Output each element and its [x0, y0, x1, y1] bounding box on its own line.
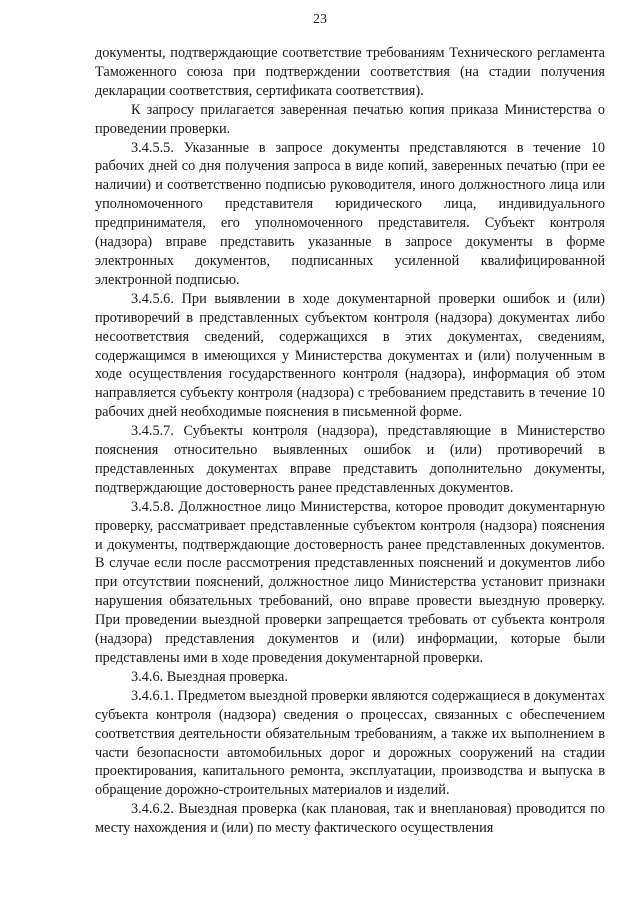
paragraph-3-4-5-8: 3.4.5.8. Должностное лицо Министерства, которое проводит документарную проверку, рассматривает представленные субъектом контроля (надзора) пояснения и документы, подтверждающие достоверность ранее представленных документов. В случае если после рассмотрения представленных пояснений и документов либо при отсутствии пояснений, должностное лицо Министерства установит признаки нарушения обязательных требований, оно вправе провести выездную проверку. При проведении выездной проверки запрещается требовать от субъекта контроля (надзора) представления документов и (или) информации, которые были представлены ими в ходе проведения документарной проверки.: [95, 498, 605, 666]
paragraph-3-4-6-2: 3.4.6.2. Выездная проверка (как плановая, так и внеплановая) проводится по месту нахождения и (или) по месту фактического осуществления: [95, 801, 605, 837]
page-number: 23: [313, 12, 327, 27]
paragraph-attachment-note: К запросу прилагается заверенная печатью копия приказа Министерства о проведении проверки.: [95, 101, 605, 137]
paragraph-3-4-5-7: 3.4.5.7. Субъекты контроля (надзора), представляющие в Министерство пояснения относительно выявленных ошибок и (или) противоречий в представленных документах вправе представить дополнительно документы, подтверждающие достоверность ранее представленных документов.: [95, 423, 605, 496]
paragraph-continuation: документы, подтверждающие соответствие требованиям Технического регламента Таможенного союза при подтверждении соответствия (на стадии получения декларации соответствия, сертификата соответствия).: [95, 45, 605, 99]
paragraph-3-4-6-1: 3.4.6.1. Предметом выездной проверки являются содержащиеся в документах субъекта контроля (надзора) сведения о процессах, связанных с обеспечением соответствия деятельности обязательным требованиям, а также их выполнением в части безопасности автомобильных дорог и дорожных сооружений на стадии проектирования, капитального ремонта, эксплуатации, производства и выпуска в обращение дорожно-строительных материалов и изделий.: [95, 687, 605, 799]
paragraph-3-4-5-6: 3.4.5.6. При выявлении в ходе документарной проверки ошибок и (или) противоречий в представленных субъектом контроля (надзора) документах либо несоответствия сведений, содержащихся в этих документах, сведениям, содержащимся в имеющихся у Министерства документах и (или) полученным в ходе осуществления государственного контроля (надзора), информация об этом направляется субъекту контроля (надзора) с требованием представить в течение 10 рабочих дней необходимые пояснения в письменной форме.: [95, 290, 605, 421]
document-body: [95, 44, 605, 838]
section-heading-3-4-6: 3.4.6. Выездная проверка.: [131, 668, 288, 685]
paragraph-3-4-5-5: 3.4.5.5. Указанные в запросе документы представляются в течение 10 рабочих дней со дня получения запроса в виде копий, заверенных печатью (при ее наличии) и соответственно подписью руководителя, иного должностного лица или уполномоченного представителя юридического лица, индивидуального предпринимателя, его уполномоченного представителя. Субъект контроля (надзора) вправе представить указанные в запросе документы в форме электронных документов, подписанных усиленной квалифицированной электронной подписью.: [95, 139, 605, 288]
